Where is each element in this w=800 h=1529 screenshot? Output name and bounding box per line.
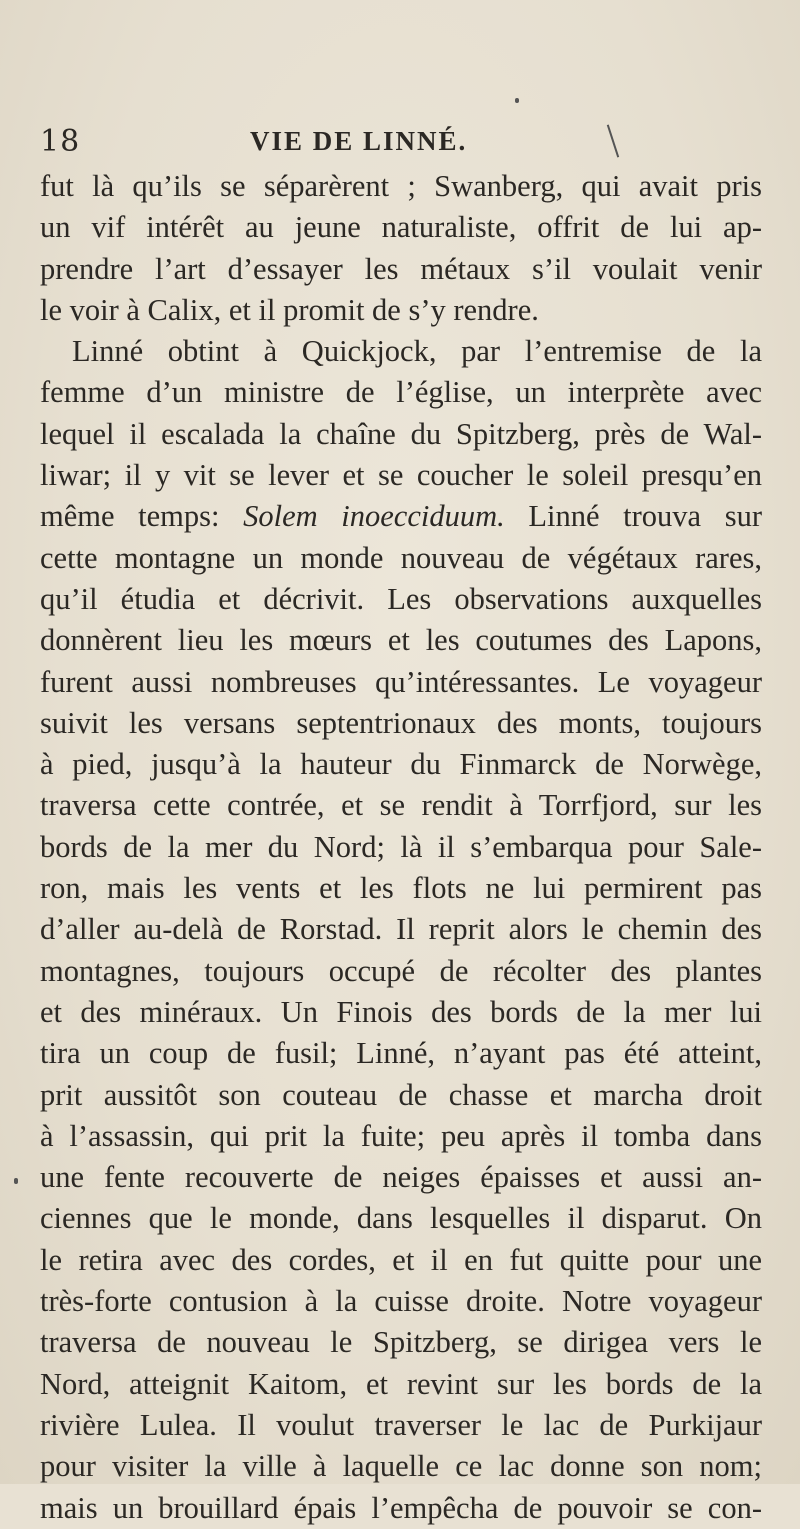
margin-speck (14, 1178, 18, 1184)
text-line: liwar; il y vit se lever et se coucher le soleil presqu’en (40, 458, 762, 493)
text-segment: Linné trouva sur (504, 499, 762, 534)
text-line: bords de la mer du Nord; là il s’embarqua pour Sale- (40, 829, 762, 864)
text-line: à pied, jusqu’à la hauteur du Finmarck de Norwège, (40, 747, 762, 782)
text-line: à l’assassin, qui prit la fuite; peu après il tomba dans (40, 1118, 762, 1153)
text-line: furent aussi nombreuses qu’intéressantes. Le voyageur (40, 664, 762, 699)
page-header (40, 124, 760, 164)
text-line: Nord, atteignit Kaitom, et revint sur les bords de la (40, 1366, 762, 1401)
text-line: ciennes que le monde, dans lesquelles il disparut. On (40, 1201, 762, 1236)
text-line: montagnes, toujours occupé de récolter des plantes (40, 953, 762, 988)
text-line: prendre l’art d’essayer les métaux s’il voulait venir (40, 251, 762, 286)
text-line-with-latin (40, 496, 762, 537)
page-number: 18 (40, 124, 81, 159)
latin-phrase: Solem inoecciduum. (243, 499, 505, 534)
text-line: prit aussitôt son couteau de chasse et marcha droit (40, 1077, 762, 1112)
text-line: suivit les versans septentrionaux des monts, toujours (40, 705, 762, 740)
running-head: VIE DE LINNÉ. (250, 126, 468, 156)
text-line: traversa cette contrée, et se rendit à Torrfjord, sur les (40, 788, 762, 823)
text-line: un vif intérêt au jeune naturaliste, offrit de lui ap- (40, 210, 762, 245)
text-line: mais un brouillard épais l’empêcha de pouvoir se con- (40, 1490, 762, 1525)
body-text (40, 166, 762, 1529)
ink-speck (515, 98, 519, 103)
text-line: donnèrent lieu les mœurs et les coutumes des Lapons, (40, 623, 762, 658)
text-line: une fente recouverte de neiges épaisses et aussi an- (40, 1160, 762, 1195)
text-line: ron, mais les vents et les flots ne lui permirent pas (40, 871, 762, 906)
text-line: le retira avec des cordes, et il en fut quitte pour une (40, 1242, 762, 1277)
text-segment: même temps: (40, 499, 244, 534)
text-line: et des minéraux. Un Finois des bords de la mer lui (40, 994, 762, 1029)
text-line: lequel il escalada la chaîne du Spitzberg, près de Wal- (40, 416, 762, 451)
text-line: Linné obtint à Quickjock, par l’entremise de la (72, 334, 762, 369)
text-line: rivière Lulea. Il voulut traverser le lac de Purkijaur (40, 1407, 762, 1442)
text-line: le voir à Calix, et il promit de s’y rendre. (40, 292, 539, 327)
text-line: pour visiter la ville à laquelle ce lac donne son nom; (40, 1449, 762, 1484)
text-line: très-forte contusion à la cuisse droite. Notre voyageur (40, 1284, 762, 1319)
text-line: femme d’un ministre de l’église, un interprète avec (40, 375, 762, 410)
text-line: qu’il étudia et décrivit. Les observations auxquelles (40, 581, 762, 616)
text-line: fut là qu’ils se séparèrent ; Swanberg, qui avait pris (40, 169, 762, 203)
text-line: traversa de nouveau le Spitzberg, se dirigea vers le (40, 1325, 762, 1360)
text-line: d’aller au-delà de Rorstad. Il reprit alors le chemin des (40, 912, 762, 947)
text-line: tira un coup de fusil; Linné, n’ayant pas été atteint, (40, 1036, 762, 1071)
text-line: cette montagne un monde nouveau de végétaux rares, (40, 540, 762, 575)
